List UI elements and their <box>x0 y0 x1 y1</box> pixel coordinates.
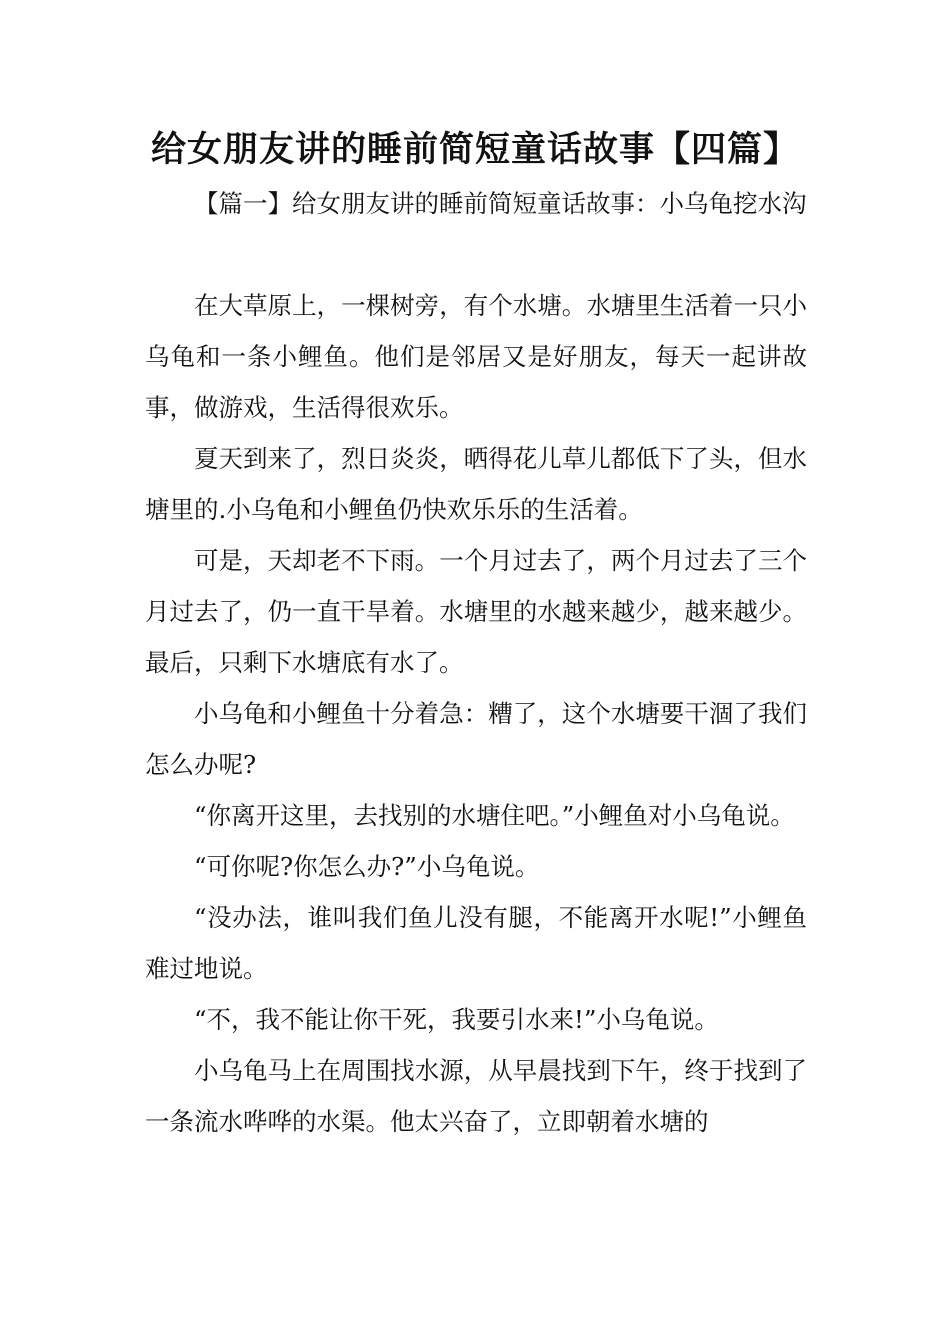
paragraph: “没办法，谁叫我们鱼儿没有腿，不能离开水呢!”小鲤鱼难过地说。 <box>145 903 807 983</box>
paragraph: “你离开这里，去找别的水塘住吧。”小鲤鱼对小乌龟说。 <box>194 801 795 830</box>
document-body <box>145 178 807 1147</box>
paragraph: “不，我不能让你干死，我要引水来!”小乌龟说。 <box>194 1005 719 1034</box>
paragraph: 小乌龟和小鲤鱼十分着急：糟了，这个水塘要干涸了我们怎么办呢? <box>145 699 807 779</box>
paragraph: “可你呢?你怎么办?”小乌龟说。 <box>194 852 540 881</box>
paragraph: 在大草原上，一棵树旁，有个水塘。水塘里生活着一只小乌龟和一条小鲤鱼。他们是邻居又是好朋友，每天一起讲故事，做游戏，生活得很欢乐。 <box>145 291 807 422</box>
paragraph: 夏天到来了，烈日炎炎，晒得花儿草儿都低下了头，但水塘里的.小乌龟和小鲤鱼仍快欢乐乐的生活着。 <box>145 444 807 524</box>
paragraph: 小乌龟马上在周围找水源，从早晨找到下午，终于找到了一条流水哗哗的水渠。他太兴奋了，立即朝着水塘的 <box>145 1056 807 1136</box>
paragraph: 可是，天却老不下雨。一个月过去了，两个月过去了三个月过去了，仍一直干旱着。水塘里的水越来越少，越来越少。最后，只剩下水塘底有水了。 <box>145 546 807 677</box>
section-heading: 【篇一】给女朋友讲的睡前简短童话故事：小乌龟挖水沟 <box>194 189 807 218</box>
document-title: 给女朋友讲的睡前简短童话故事【四篇】 <box>150 129 799 170</box>
